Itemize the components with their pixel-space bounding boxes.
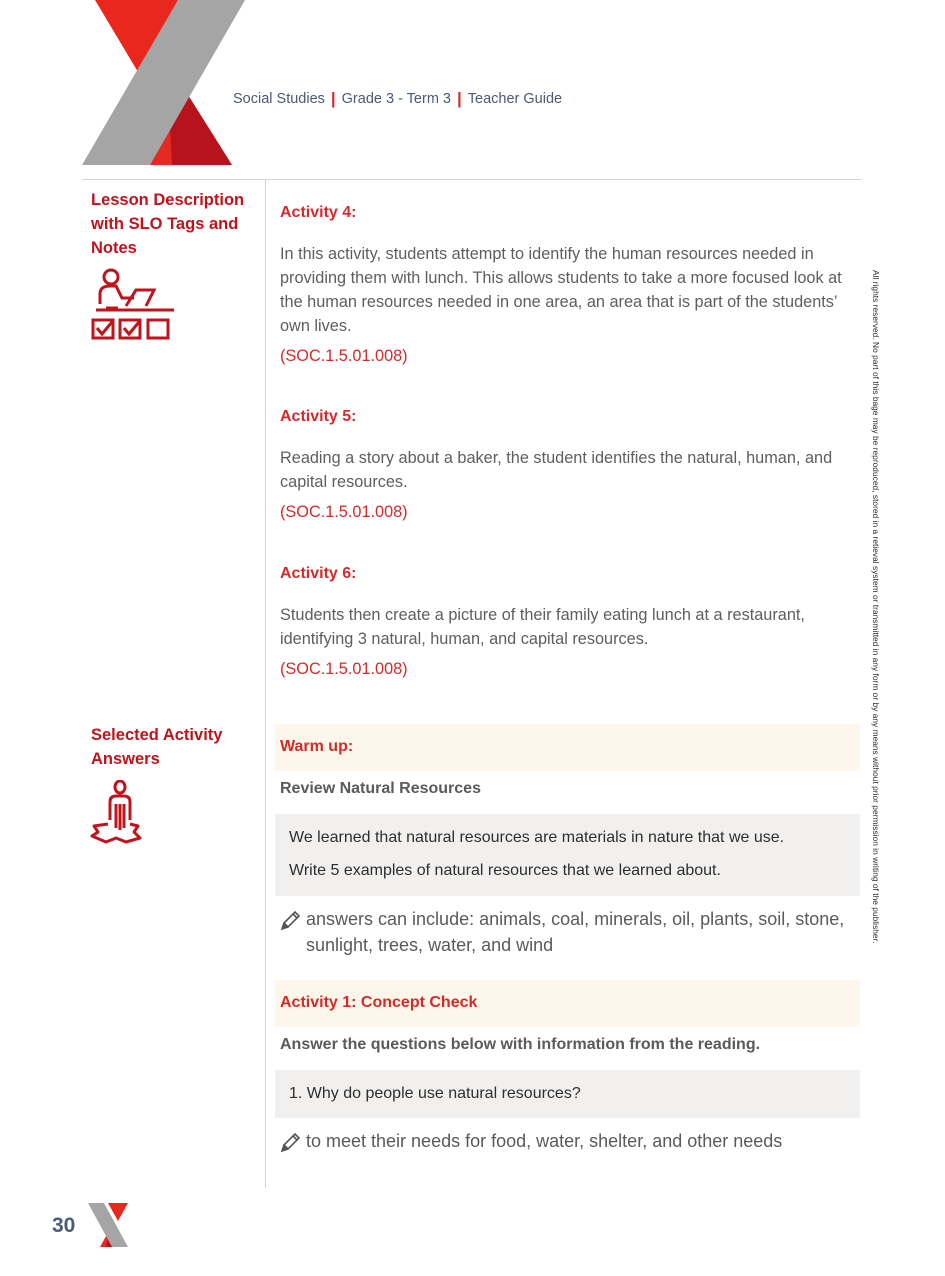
warmup-subtitle: Review Natural Resources bbox=[280, 780, 481, 797]
concept-check-answer-text: to meet their needs for food, water, shelter, and other needs bbox=[306, 1131, 783, 1151]
brand-logo bbox=[0, 0, 260, 170]
concept-check-answer bbox=[280, 1128, 850, 1154]
copyright-text: All rights reserved. No part of this bage may be reproduced, stored in a retieval system or transmitted in any form or by any means without prior permission in writing of the publisher. bbox=[871, 270, 881, 944]
lesson-description-heading: Lesson Description with SLO Tags and Notes bbox=[91, 191, 245, 257]
warmup-answer bbox=[280, 906, 850, 958]
header-breadcrumb bbox=[233, 88, 562, 108]
pencil-icon bbox=[280, 1131, 302, 1153]
activity-6-title: Activity 6: bbox=[280, 565, 357, 582]
concept-check-instructions: Answer the questions below with information from the reading. bbox=[280, 1036, 761, 1053]
warmup-prompt-box bbox=[275, 814, 860, 896]
activity-6-text: Students then create a picture of their family eating lunch at a restaurant, identifying 3 natural, human, and capital resources. bbox=[280, 606, 805, 648]
activity-4-slo-tag: (SOC.1.5.01.008) bbox=[280, 347, 408, 365]
activity-5-slo-tag: (SOC.1.5.01.008) bbox=[280, 503, 408, 521]
warmup-prompt-line: Write 5 examples of natural resources that we learned about. bbox=[289, 862, 721, 879]
concept-check-question: 1. Why do people use natural resources? bbox=[289, 1085, 581, 1102]
warmup-header-band bbox=[275, 724, 860, 771]
warmup-prompt-line: We learned that natural resources are materials in nature that we use. bbox=[289, 829, 785, 846]
footer-brand-logo bbox=[88, 1203, 130, 1249]
activity-4-text: In this activity, students attempt to identify the human resources needed in providing them with lunch. This allows students to take a more focused look at the human resources needed in one area, an area that is part of the students’ own lives. bbox=[280, 245, 842, 335]
teacher-desk-checklist-icon bbox=[90, 268, 174, 342]
person-standing-icon bbox=[90, 780, 144, 846]
pencil-icon bbox=[280, 909, 302, 931]
page-number: 30 bbox=[52, 1214, 76, 1237]
activity-4-title: Activity 4: bbox=[280, 204, 357, 221]
activity-5-text: Reading a story about a baker, the student identifies the natural, human, and capital resources. bbox=[280, 449, 833, 491]
copyright-notice bbox=[869, 270, 881, 1010]
warmup-title: Warm up: bbox=[280, 738, 354, 755]
header-guide: Teacher Guide bbox=[467, 91, 563, 107]
concept-check-header-band bbox=[275, 980, 860, 1027]
header-separator: | bbox=[330, 89, 336, 108]
header-subject: Social Studies bbox=[233, 91, 325, 107]
header-separator: | bbox=[457, 89, 462, 108]
selected-answers-heading: Selected Activity Answers bbox=[91, 726, 223, 768]
activity-5-title: Activity 5: bbox=[280, 408, 357, 425]
activity-6-slo-tag: (SOC.1.5.01.008) bbox=[280, 660, 408, 678]
concept-check-question-box bbox=[275, 1070, 860, 1118]
header-grade-term: Grade 3 - Term 3 bbox=[341, 91, 451, 107]
top-divider bbox=[82, 179, 861, 180]
concept-check-title: Activity 1: Concept Check bbox=[280, 994, 478, 1011]
column-divider bbox=[265, 180, 266, 1188]
warmup-answer-text: answers can include: animals, coal, minerals, oil, plants, soil, stone, sunlight, trees, water, and wind bbox=[306, 909, 845, 955]
